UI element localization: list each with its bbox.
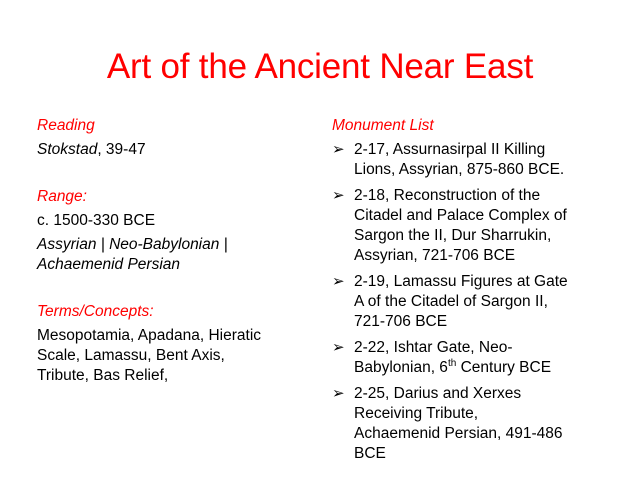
monument-line: Achaemenid Persian, 491-486 [354, 425, 563, 442]
right-column [332, 116, 622, 470]
monument-line: Citadel and Palace Complex of [354, 207, 567, 224]
monument-list [332, 140, 622, 464]
monument-line: Lions, Assyrian, 875-860 BCE. [354, 161, 565, 178]
reading-citation [37, 140, 292, 160]
reading-pages: , 39-47 [97, 141, 146, 158]
terms-line-2: Scale, Lamassu, Bent Axis, [37, 347, 225, 364]
reading-book: Stokstad [37, 141, 98, 158]
monument-item [332, 384, 622, 464]
ordinal-suffix: th [447, 357, 457, 369]
monument-line-text: Century BCE [456, 359, 552, 376]
monument-line: 2-18, Reconstruction of the [354, 187, 541, 204]
reading-label: Reading [37, 117, 95, 134]
monument-line: 2-17, Assurnasirpal II Killing [354, 141, 546, 158]
monument-item [332, 338, 622, 378]
monument-line: Receiving Tribute, [354, 405, 479, 422]
monument-item [332, 186, 622, 266]
range-label: Range: [37, 188, 87, 205]
monument-line: 2-22, Ishtar Gate, Neo- [354, 339, 513, 356]
monument-line: 2-25, Darius and Xerxes [354, 385, 522, 402]
monument-line: 721-706 BCE [354, 313, 448, 330]
range-cultures-line-2: Achaemenid Persian [37, 256, 181, 273]
range-cultures-line-1: Assyrian | Neo-Babylonian | [37, 236, 228, 253]
arrow-bullet-icon: ➢ [332, 385, 345, 402]
monument-line: Sargon the II, Dur Sharrukin, [354, 227, 552, 244]
terms-label: Terms/Concepts: [37, 303, 154, 320]
arrow-bullet-icon: ➢ [332, 187, 345, 204]
monument-item [332, 272, 622, 332]
monument-list-label: Monument List [332, 117, 434, 134]
terms-line-1: Mesopotamia, Apadana, Hieratic [37, 327, 262, 344]
monument-line: Assyrian, 721-706 BCE [354, 247, 516, 264]
slide-title: Art of the Ancient Near East [106, 47, 534, 86]
monument-line: 2-19, Lamassu Figures at Gate [354, 273, 568, 290]
arrow-bullet-icon: ➢ [332, 273, 345, 290]
left-column [37, 116, 292, 386]
monument-line-text: Babylonian, 6 [354, 359, 448, 376]
monument-line: BCE [354, 445, 386, 462]
monument-line [354, 358, 622, 378]
arrow-bullet-icon: ➢ [332, 141, 345, 158]
range-dates: c. 1500-330 BCE [37, 212, 156, 229]
monument-line: A of the Citadel of Sargon II, [354, 293, 548, 310]
terms-line-3: Tribute, Bas Relief, [37, 367, 169, 384]
monument-item [332, 140, 622, 180]
arrow-bullet-icon: ➢ [332, 339, 345, 356]
